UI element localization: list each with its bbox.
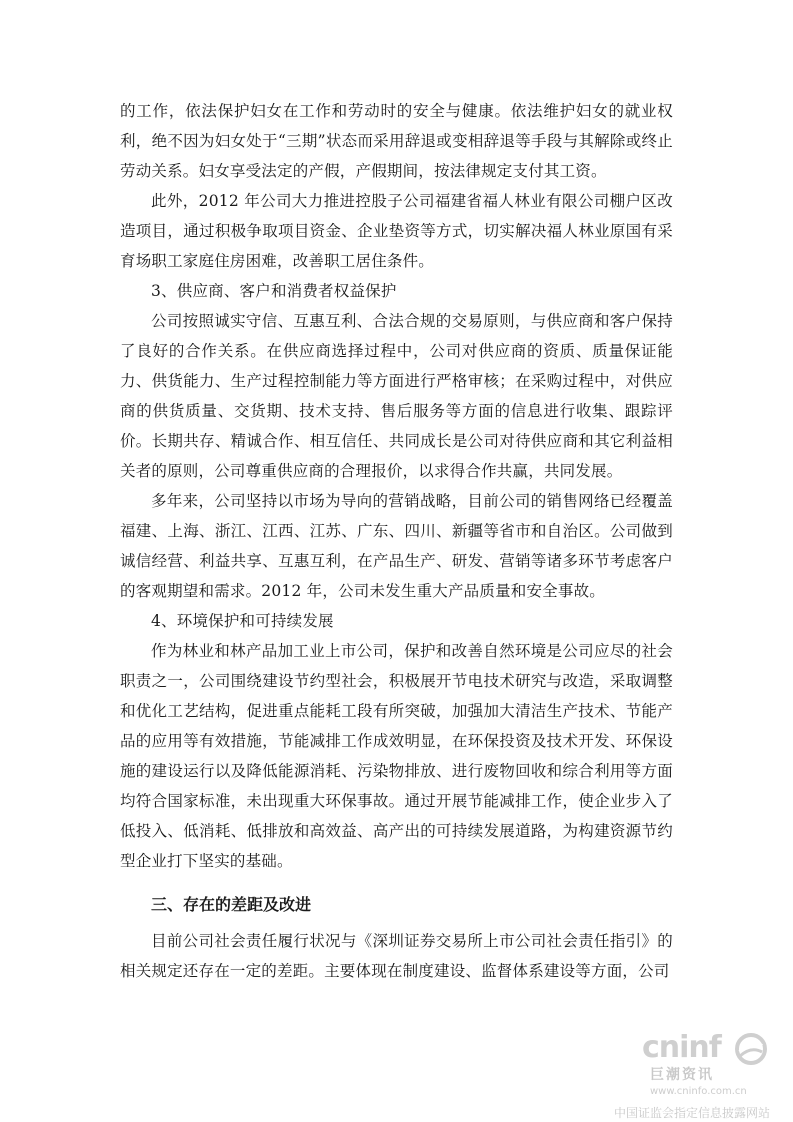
paragraph-supplier-relations: 公司按照诚实守信、互惠互利、合法合规的交易原则，与供应商和客户保持了良好的合作关系。在供应商选择过程中，公司对供应商的资质、质量保证能力、供货能力、生产过程控制能力等方面进行严格审核；在采购过程中，对供应商的供货质量、交货期、技术支持、售后服务等方面的信息进行收集、跟踪评价。长期共存、精诚合作、相互信任、共同成长是公司对待供应商和其它利益相关者的原则，公司尊重供应商的合理报价，以求得合作共赢，共同发展。 — [120, 312, 673, 480]
paragraph-women-rights: 的工作，依法保护妇女在工作和劳动时的安全与健康。依法维护妇女的就业权利，绝不因为妇女处于“三期”状态而采用辞退或变相辞退等手段与其解除或终止劳动关系。妇女享受法定的产假，产假期间，按法律规定支付其工资。 — [120, 102, 673, 180]
paragraph-environment: 作为林业和林产品加工业上市公司，保护和改善自然环境是公司应尽的社会职责之一，公司围绕建设节约型社会，积极展开节电技术研究与改造，采取调整和优化工艺结构，促进重点能耗工段有所突破，加强加大清洁生产技术、节能产品的应用等有效措施，节能减排工作成效明显，在环保投资及技术开发、环保设施的建设运行以及降低能源消耗、污染物排放、进行废物回收和综合利用等方面均符合国家标准，未出现重大环保事故。通过开展节能减排工作，使企业步入了低投入、低消耗、低排放和高效益、高产出的可持续发展道路，为构建资源节约型企业打下坚实的基础。 — [120, 642, 673, 870]
logo-chinese-name: 巨潮资讯 — [650, 1067, 714, 1083]
logo-url: www.cninfo.com.cn — [650, 1086, 747, 1097]
subheading-environment: 4、环境保护和可持续发展 — [151, 612, 334, 630]
section-heading: 三、存在的差距及改进 — [151, 895, 312, 914]
document-body — [120, 96, 673, 986]
logo-wordmark: cninf — [642, 1030, 721, 1065]
cninfo-watermark-logo — [614, 1030, 790, 1120]
paragraph-housing-project: 此外，2012 年公司大力推进控股子公司福建省福人林业有限公司棚户区改造项目，通过积极争取项目资金、企业垫资等方式，切实解决福人林业原国有采育场职工家庭住房困难，改善职工居住条件。 — [120, 192, 673, 270]
subheading-supplier-rights: 3、供应商、客户和消费者权益保护 — [151, 282, 397, 300]
logo-tagline: 中国证监会指定信息披露网站 — [614, 1106, 771, 1120]
paragraph-marketing: 多年来，公司坚持以市场为导向的营销战略，目前公司的销售网络已经覆盖福建、上海、浙江、江西、江苏、广东、四川、新疆等省市和自治区。公司做到诚信经营、利益共享、互惠互利，在产品生产、研发、营销等诸多环节考虑客户的客观期望和需求。2012 年，公司未发生重大产品质量和安全事故。 — [120, 492, 673, 600]
swirl-logo-icon — [734, 1032, 768, 1066]
paragraph-gap-improvement: 目前公司社会责任履行状况与《深圳证券交易所上市公司社会责任指引》的相关规定还存在一定的差距。主要体现在制度建设、监督体系建设等方面，公司 — [120, 932, 673, 980]
